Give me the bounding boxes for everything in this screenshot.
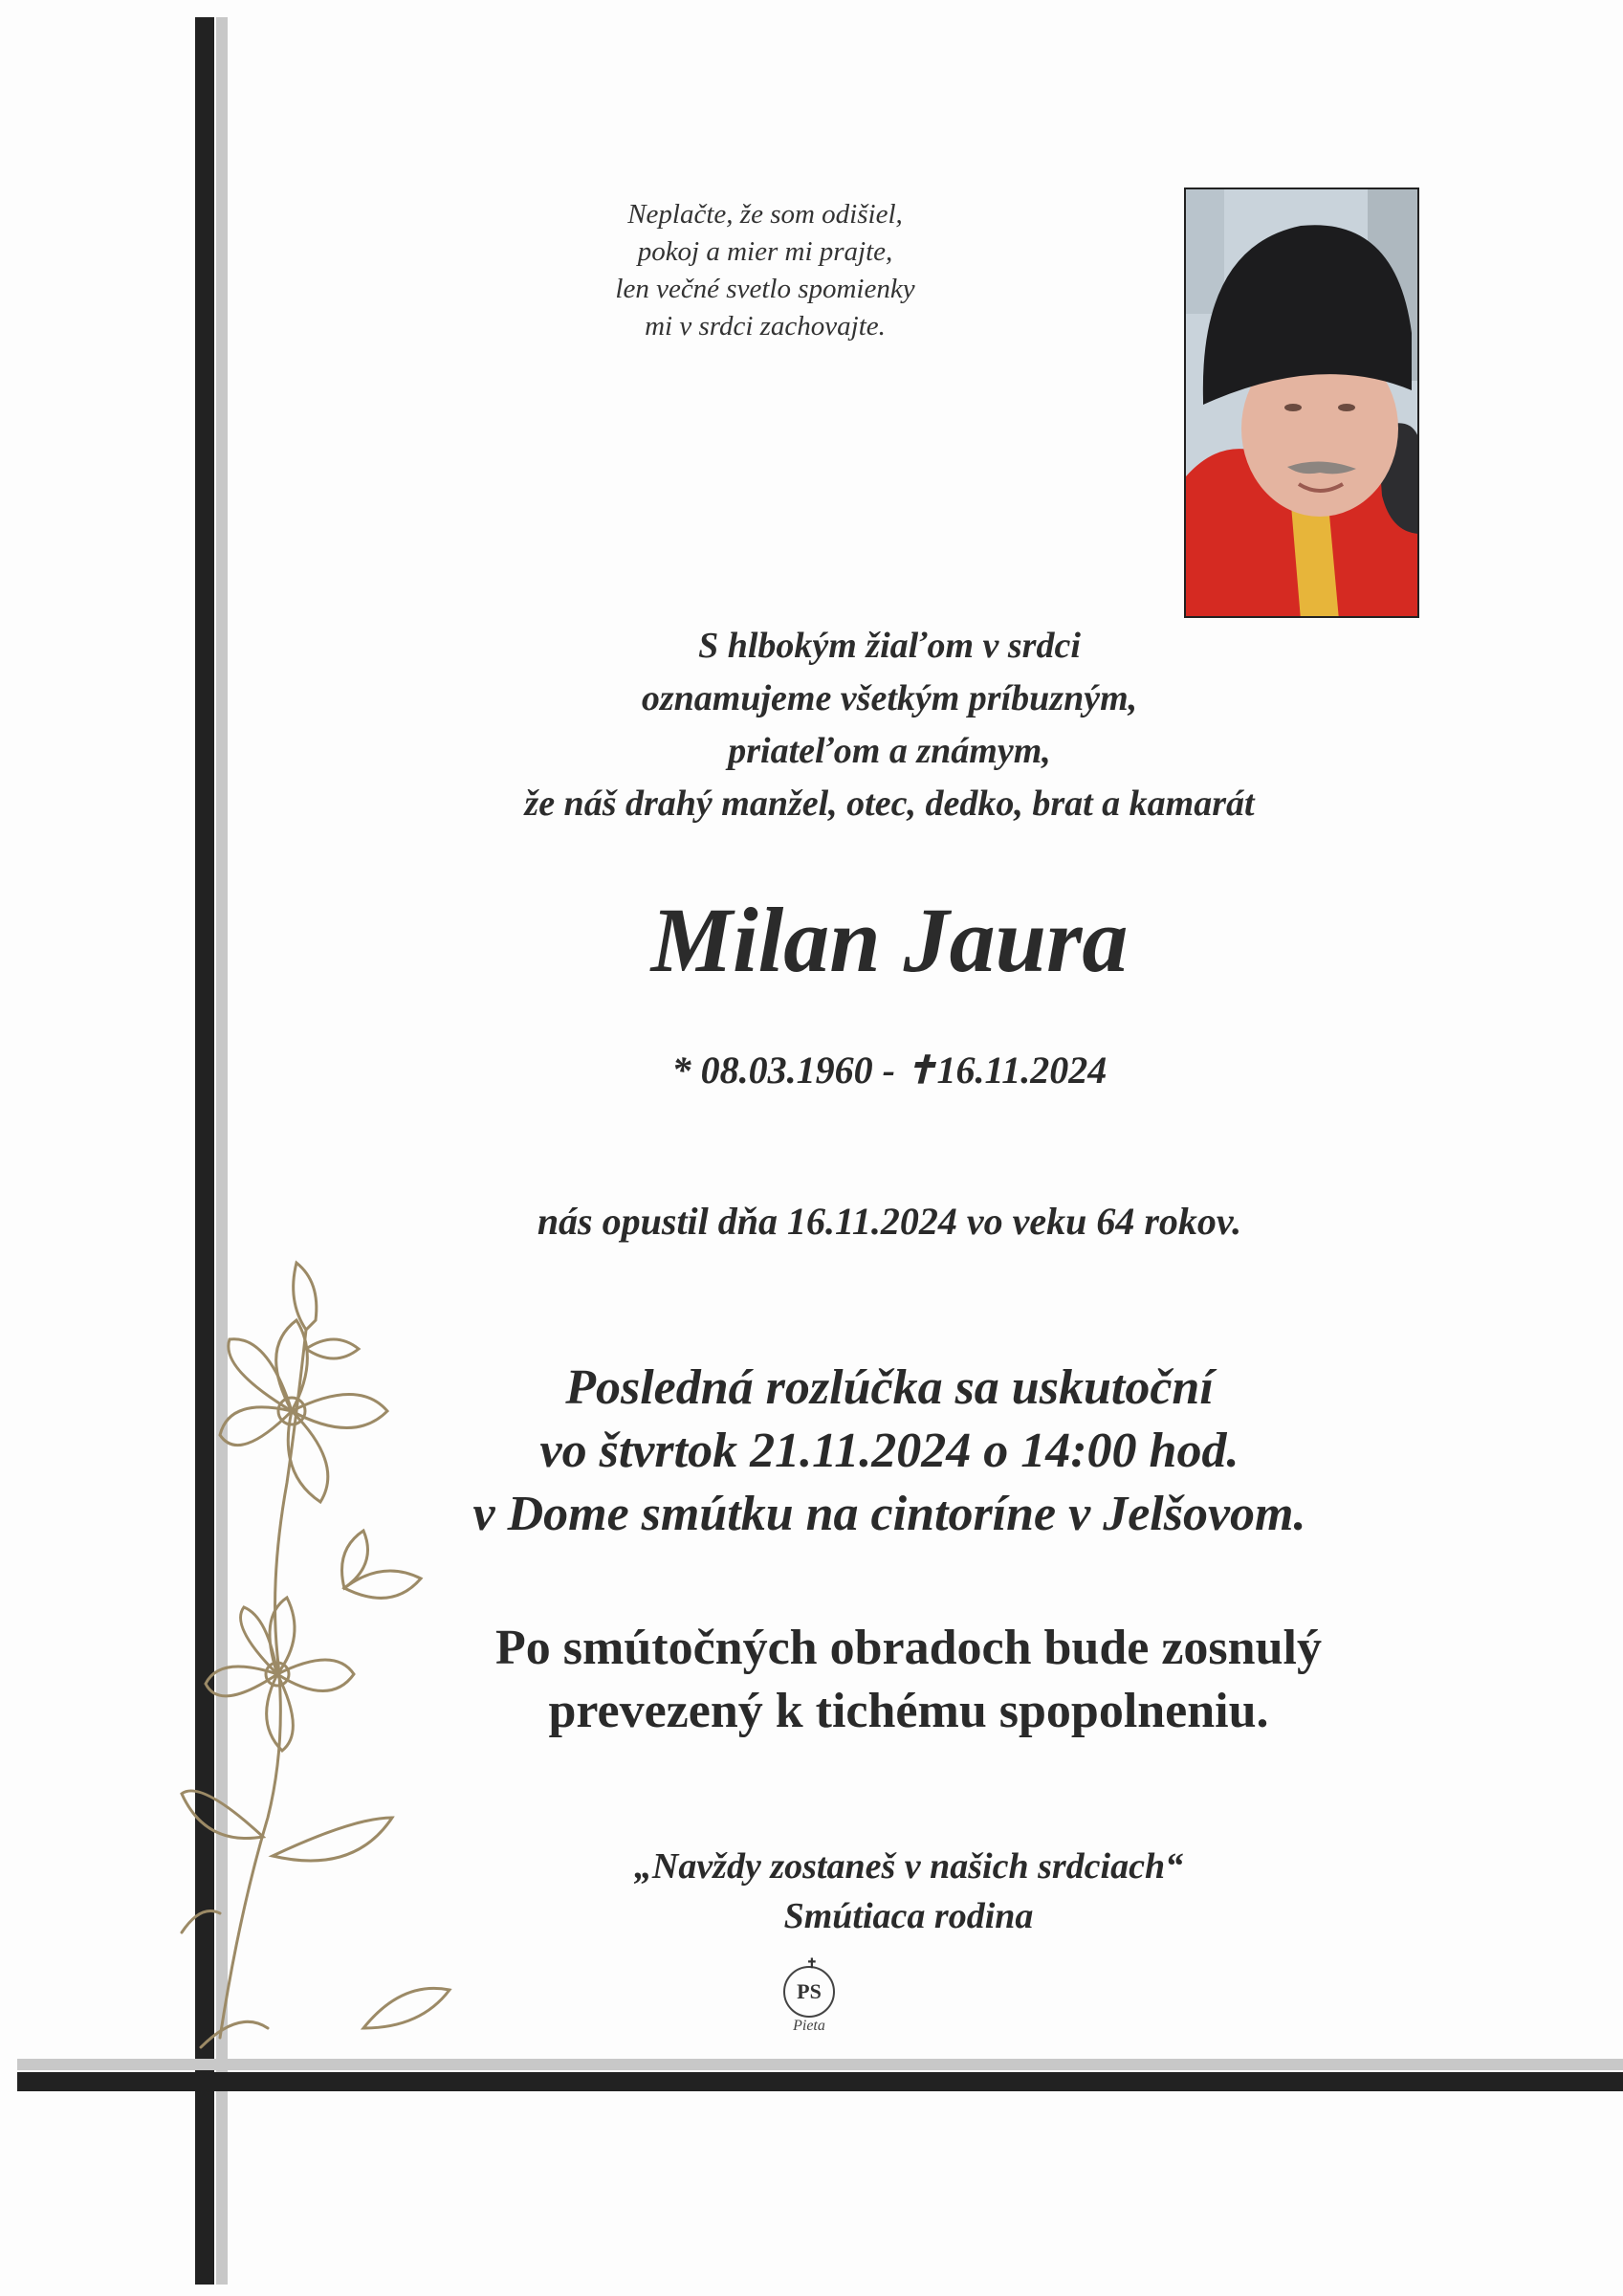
funeral-date: vo štvrtok 21.11.2024 o 14:00 hod. — [539, 1424, 1239, 1478]
border-horizontal-dark — [17, 2072, 1623, 2091]
logo-brand: Pieta — [793, 2018, 825, 2034]
farewell — [430, 1842, 1387, 1941]
logo-monogram-text: PS — [797, 1979, 822, 2003]
intro-line: že náš drahý manžel, otec, dedko, brat a kamarát — [524, 784, 1255, 824]
verse-line: len večné svetlo spomienky — [615, 274, 915, 304]
memorial-verse — [536, 196, 995, 345]
farewell-quote: „Navždy zostaneš v našich srdciach“ — [633, 1846, 1184, 1887]
pieta-logo — [779, 1957, 839, 2042]
date-separator: - — [882, 1049, 895, 1092]
logo-cross-icon: ✝ — [806, 1957, 818, 1972]
life-dates — [316, 1045, 1463, 1096]
funeral-location: v Dome smútku na cintoríne v Jelšovom. — [472, 1487, 1306, 1541]
verse-line: pokoj a mier mi prajte, — [637, 236, 893, 267]
cremation-line: Po smútočných obradoch bude zosnulý — [495, 1621, 1322, 1675]
death-date: 16.11.2024 — [936, 1049, 1108, 1092]
announcement-text — [316, 620, 1463, 830]
verse-line: Neplačte, že som odišiel, — [627, 199, 903, 230]
deceased-name: Milan Jaura — [650, 889, 1129, 991]
logo-monogram — [783, 1957, 835, 2018]
farewell-signature: Smútiaca rodina — [783, 1896, 1034, 1936]
cross-icon: ✝ — [905, 1049, 937, 1092]
intro-line: S hlbokým žiaľom v srdci — [698, 626, 1081, 666]
flower-ornament-icon — [163, 1244, 469, 2066]
funeral-line: Posledná rozlúčka sa uskutoční — [565, 1360, 1214, 1415]
intro-line: priateľom a známym, — [728, 731, 1051, 771]
departed-statement: nás opustil dňa 16.11.2024 vo veku 64 rokov. — [537, 1200, 1242, 1243]
portrait-photo — [1184, 188, 1419, 618]
intro-line: oznamujeme všetkým príbuzným, — [641, 678, 1138, 718]
cremation-info — [383, 1617, 1435, 1743]
cremation-line: prevezený k tichému spopolneniu. — [548, 1684, 1269, 1738]
funeral-info — [363, 1357, 1415, 1546]
verse-line: mi v srdci zachovajte. — [645, 311, 886, 342]
birth-date: * 08.03.1960 — [671, 1049, 873, 1092]
